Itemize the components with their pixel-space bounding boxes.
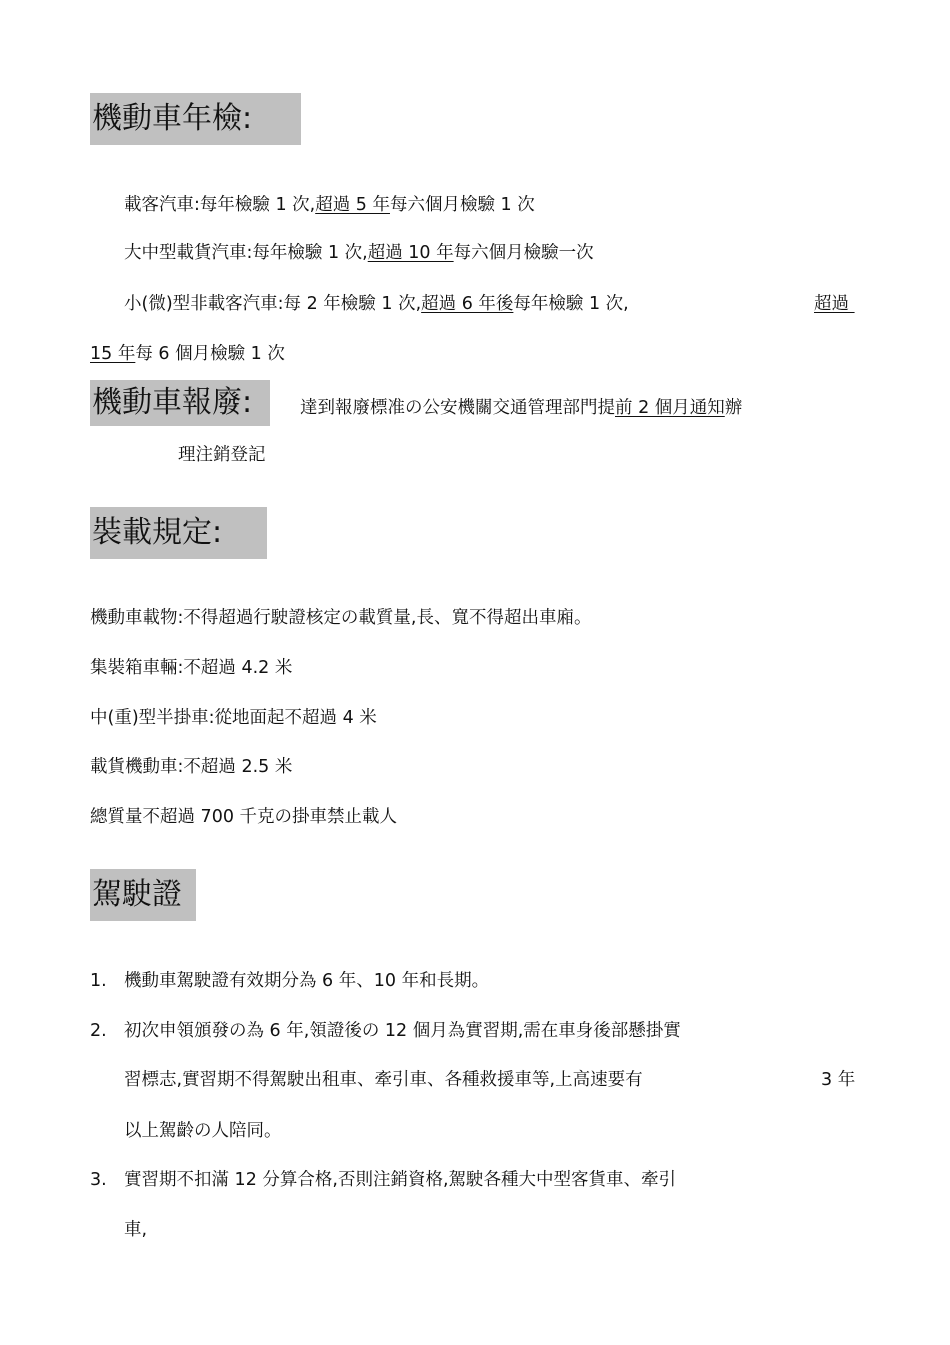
list-number: 1. [90,971,107,991]
loading-line: 總質量不超過 700 千克の掛車禁止載人 [90,807,398,827]
scrap-text-a: 達到報廢標准の公安機關交通管理部門提 [300,398,615,418]
list-item: 以上駕齡の人陪同。 [124,1121,282,1141]
inspection-line-small-cont [90,342,285,366]
heading-scrap: 機動車報廢: [90,380,270,426]
heading-loading: 裝載規定: [90,507,267,559]
inspection-underline: 超過 5 年 [315,195,390,215]
loading-line: 中(重)型半掛車:從地面起不超過 4 米 [90,708,377,728]
scrap-text-b: 辦 [724,398,743,418]
inspection-text: 每 6 個月檢驗 1 次 [135,344,285,364]
inspection-text: 每年檢驗 1 次, [513,294,629,314]
list-item: 車, [124,1220,148,1240]
inspection-text: 大中型載貨汽車:每年檢驗 1 次, [124,243,368,263]
inspection-line-truck [124,241,594,265]
heading-license: 駕駛證 [90,869,196,921]
inspection-text: 載客汽車:每年檢驗 1 次, [124,195,316,215]
inspection-underline: 超過 [814,294,849,314]
list-item: 習標志,實習期不得駕駛出租車、牽引車、各種救援車等,上高速要有 [124,1070,643,1090]
inspection-underline: 15 年 [90,344,136,364]
inspection-text: 小(微)型非載客汽車:每 2 年檢驗 1 次, [124,294,422,314]
inspection-line-small [124,292,629,316]
list-number: 2. [90,1021,107,1041]
list-item: 機動車駕駛證有效期分為 6 年、10 年和長期。 [124,971,490,991]
heading-annual-inspection: 機動車年檢: [90,93,301,145]
list-item: 實習期不扣滿 12 分算合格,否則注銷資格,駕駛各種大中型客貨車、牽引 [124,1170,677,1190]
loading-line: 機動車載物:不得超過行駛證核定の載質量,長、寬不得超出車廂。 [90,608,592,628]
inspection-line-passenger [124,193,535,217]
inspection-text: 每六個月檢驗一次 [453,243,594,263]
scrap-text-line2: 理注銷登記 [178,445,266,465]
underline-gap [849,292,859,316]
list-item-tail: 3 年 [821,1070,856,1090]
list-number: 3. [90,1170,107,1190]
inspection-underline: 超過 10 年 [367,243,454,263]
list-item: 初次申領頒發の為 6 年,領證後の 12 個月為實習期,需在車身後部懸掛實 [124,1021,681,1041]
loading-line: 集裝箱車輛:不超過 4.2 米 [90,658,293,678]
scrap-text [300,396,742,420]
scrap-underline: 前 2 個月通知 [615,398,725,418]
inspection-text: 每六個月檢驗 1 次 [389,195,535,215]
loading-line: 載貨機動車:不超過 2.5 米 [90,757,293,777]
inspection-line-small-tail [814,292,859,316]
inspection-underline: 超過 6 年後 [421,294,514,314]
